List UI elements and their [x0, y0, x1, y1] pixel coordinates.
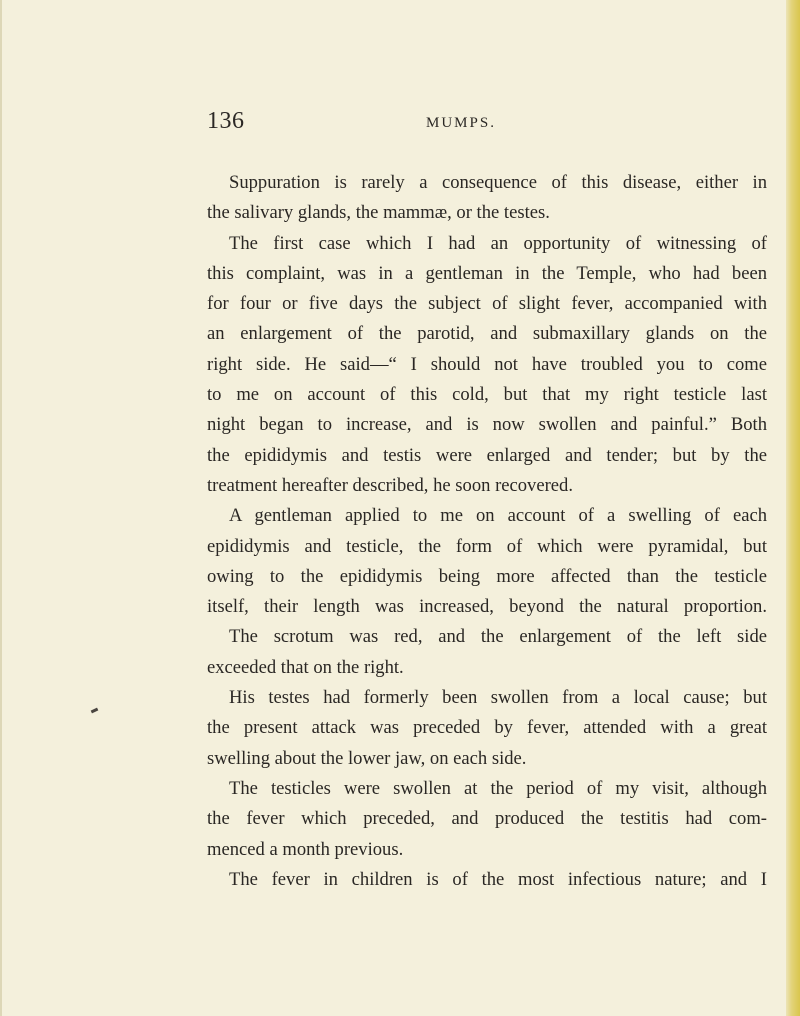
running-title: MUMPS.	[426, 115, 496, 131]
running-head	[207, 108, 767, 140]
text-line: The first case which I had an opportunity of witnessing of	[229, 232, 767, 254]
text-line: owing to the epididymis being more affected than the testicle	[207, 565, 767, 587]
text-line: A gentleman applied to me on account of a swelling of each	[229, 505, 767, 527]
text-line: itself, their length was increased, beyond the natural proportion.	[207, 596, 767, 618]
page-right-edge	[786, 0, 800, 1016]
text-line: exceeded that on the right.	[207, 656, 404, 678]
text-line: Suppuration is rarely a consequence of this disease, either in	[229, 172, 767, 193]
page-left-edge	[0, 0, 2, 1016]
text-line: the epididymis and testis were enlarged and tender; but by the	[207, 444, 767, 466]
margin-mark	[91, 708, 99, 714]
text-line: The scrotum was red, and the enlargement of the left side	[229, 626, 767, 648]
text-line: The fever in children is of the most infectious nature; and I	[229, 868, 767, 890]
text-line: the salivary glands, the mammæ, or the testes.	[207, 202, 550, 224]
text-line: menced a month previous.	[207, 838, 404, 860]
text-line: for four or five days the subject of slight fever, accompanied with	[207, 293, 767, 315]
text-line: this complaint, was in a gentleman in the Temple, who had been	[207, 262, 767, 284]
page-number: 136	[207, 108, 245, 134]
text-line: The testicles were swollen at the period of my visit, although	[229, 777, 767, 799]
text-line: right side. He said—“ I should not have troubled you to come	[207, 353, 767, 375]
text-line: night began to increase, and is now swollen and painful.” Both	[207, 414, 767, 436]
text-line: epididymis and testicle, the form of which were pyramidal, but	[207, 535, 767, 557]
body-text	[207, 168, 767, 895]
text-line: treatment hereafter described, he soon recovered.	[207, 474, 574, 496]
text-line: swelling about the lower jaw, on each side.	[207, 747, 527, 769]
text-line: to me on account of this cold, but that my right testicle last	[207, 384, 767, 406]
text-line: the present attack was preceded by fever, attended with a great	[207, 717, 767, 739]
text-line: the fever which preceded, and produced the testitis had com-	[207, 808, 767, 830]
text-line: an enlargement of the parotid, and submaxillary glands on the	[207, 323, 767, 345]
text-line: His testes had formerly been swollen from a local cause; but	[229, 687, 767, 709]
